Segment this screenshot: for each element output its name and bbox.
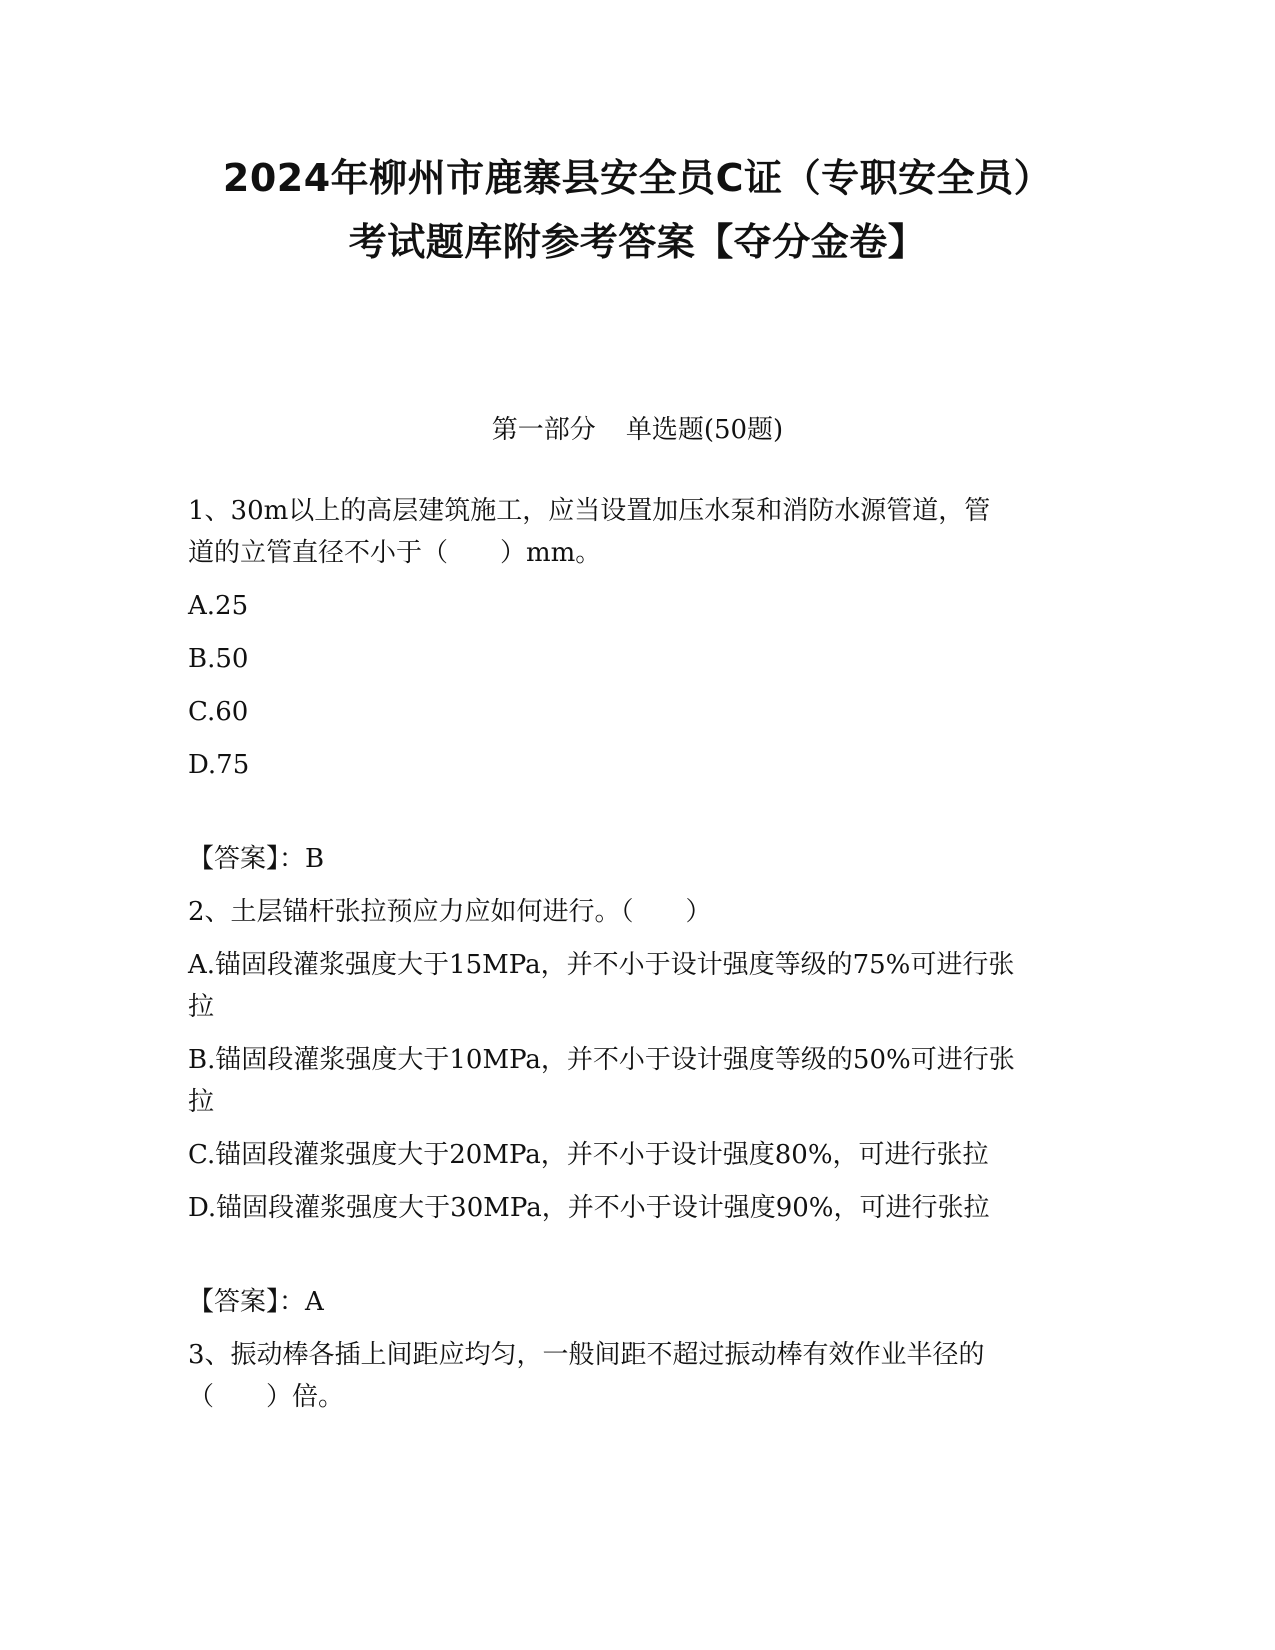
question-1-option-d: D.75 bbox=[188, 750, 250, 780]
question-1-answer: 【答案】：B bbox=[188, 844, 325, 874]
question-1-stem-line-1: 1、30m以上的高层建筑施工，应当设置加压水泵和消防水源管道，管 bbox=[188, 496, 991, 526]
section-part-label: 第一部分 bbox=[491, 415, 596, 445]
question-1-stem-line-2: 道的立管直径不小于（ ）mm。 bbox=[188, 538, 602, 568]
question-2-answer: 【答案】：A bbox=[188, 1287, 324, 1317]
question-2-option-d: D.锚固段灌浆强度大于30MPa，并不小于设计强度90%，可进行张拉 bbox=[188, 1193, 990, 1223]
document-title-line-1: 2024年柳州市鹿寨县安全员C证（专职安全员） bbox=[222, 156, 1053, 200]
question-2-option-a-line-2: 拉 bbox=[188, 992, 215, 1022]
question-1-option-a: A.25 bbox=[188, 591, 249, 621]
section-heading bbox=[120, 410, 1155, 450]
question-2-option-b-line-1: B.锚固段灌浆强度大于10MPa，并不小于设计强度等级的50%可进行张 bbox=[188, 1045, 1015, 1075]
question-1-option-c: C.60 bbox=[188, 697, 249, 727]
section-name-label: 单选题(50题) bbox=[625, 415, 784, 445]
question-1-option-b: B.50 bbox=[188, 644, 249, 674]
document-title-line-2: 考试题库附参考答案【夺分金卷】 bbox=[348, 220, 927, 264]
question-2-option-a-line-1: A.锚固段灌浆强度大于15MPa，并不小于设计强度等级的75%可进行张 bbox=[188, 950, 1015, 980]
question-2-stem-line-1: 2、土层锚杆张拉预应力应如何进行。（ ） bbox=[188, 897, 712, 927]
question-3-stem-line-2: （ ）倍。 bbox=[188, 1382, 345, 1412]
question-2-option-b-line-2: 拉 bbox=[188, 1087, 215, 1117]
question-3-stem-line-1: 3、振动棒各插上间距应均匀，一般间距不超过振动棒有效作业半径的 bbox=[188, 1340, 985, 1370]
question-2-option-c: C.锚固段灌浆强度大于20MPa，并不小于设计强度80%，可进行张拉 bbox=[188, 1140, 989, 1170]
